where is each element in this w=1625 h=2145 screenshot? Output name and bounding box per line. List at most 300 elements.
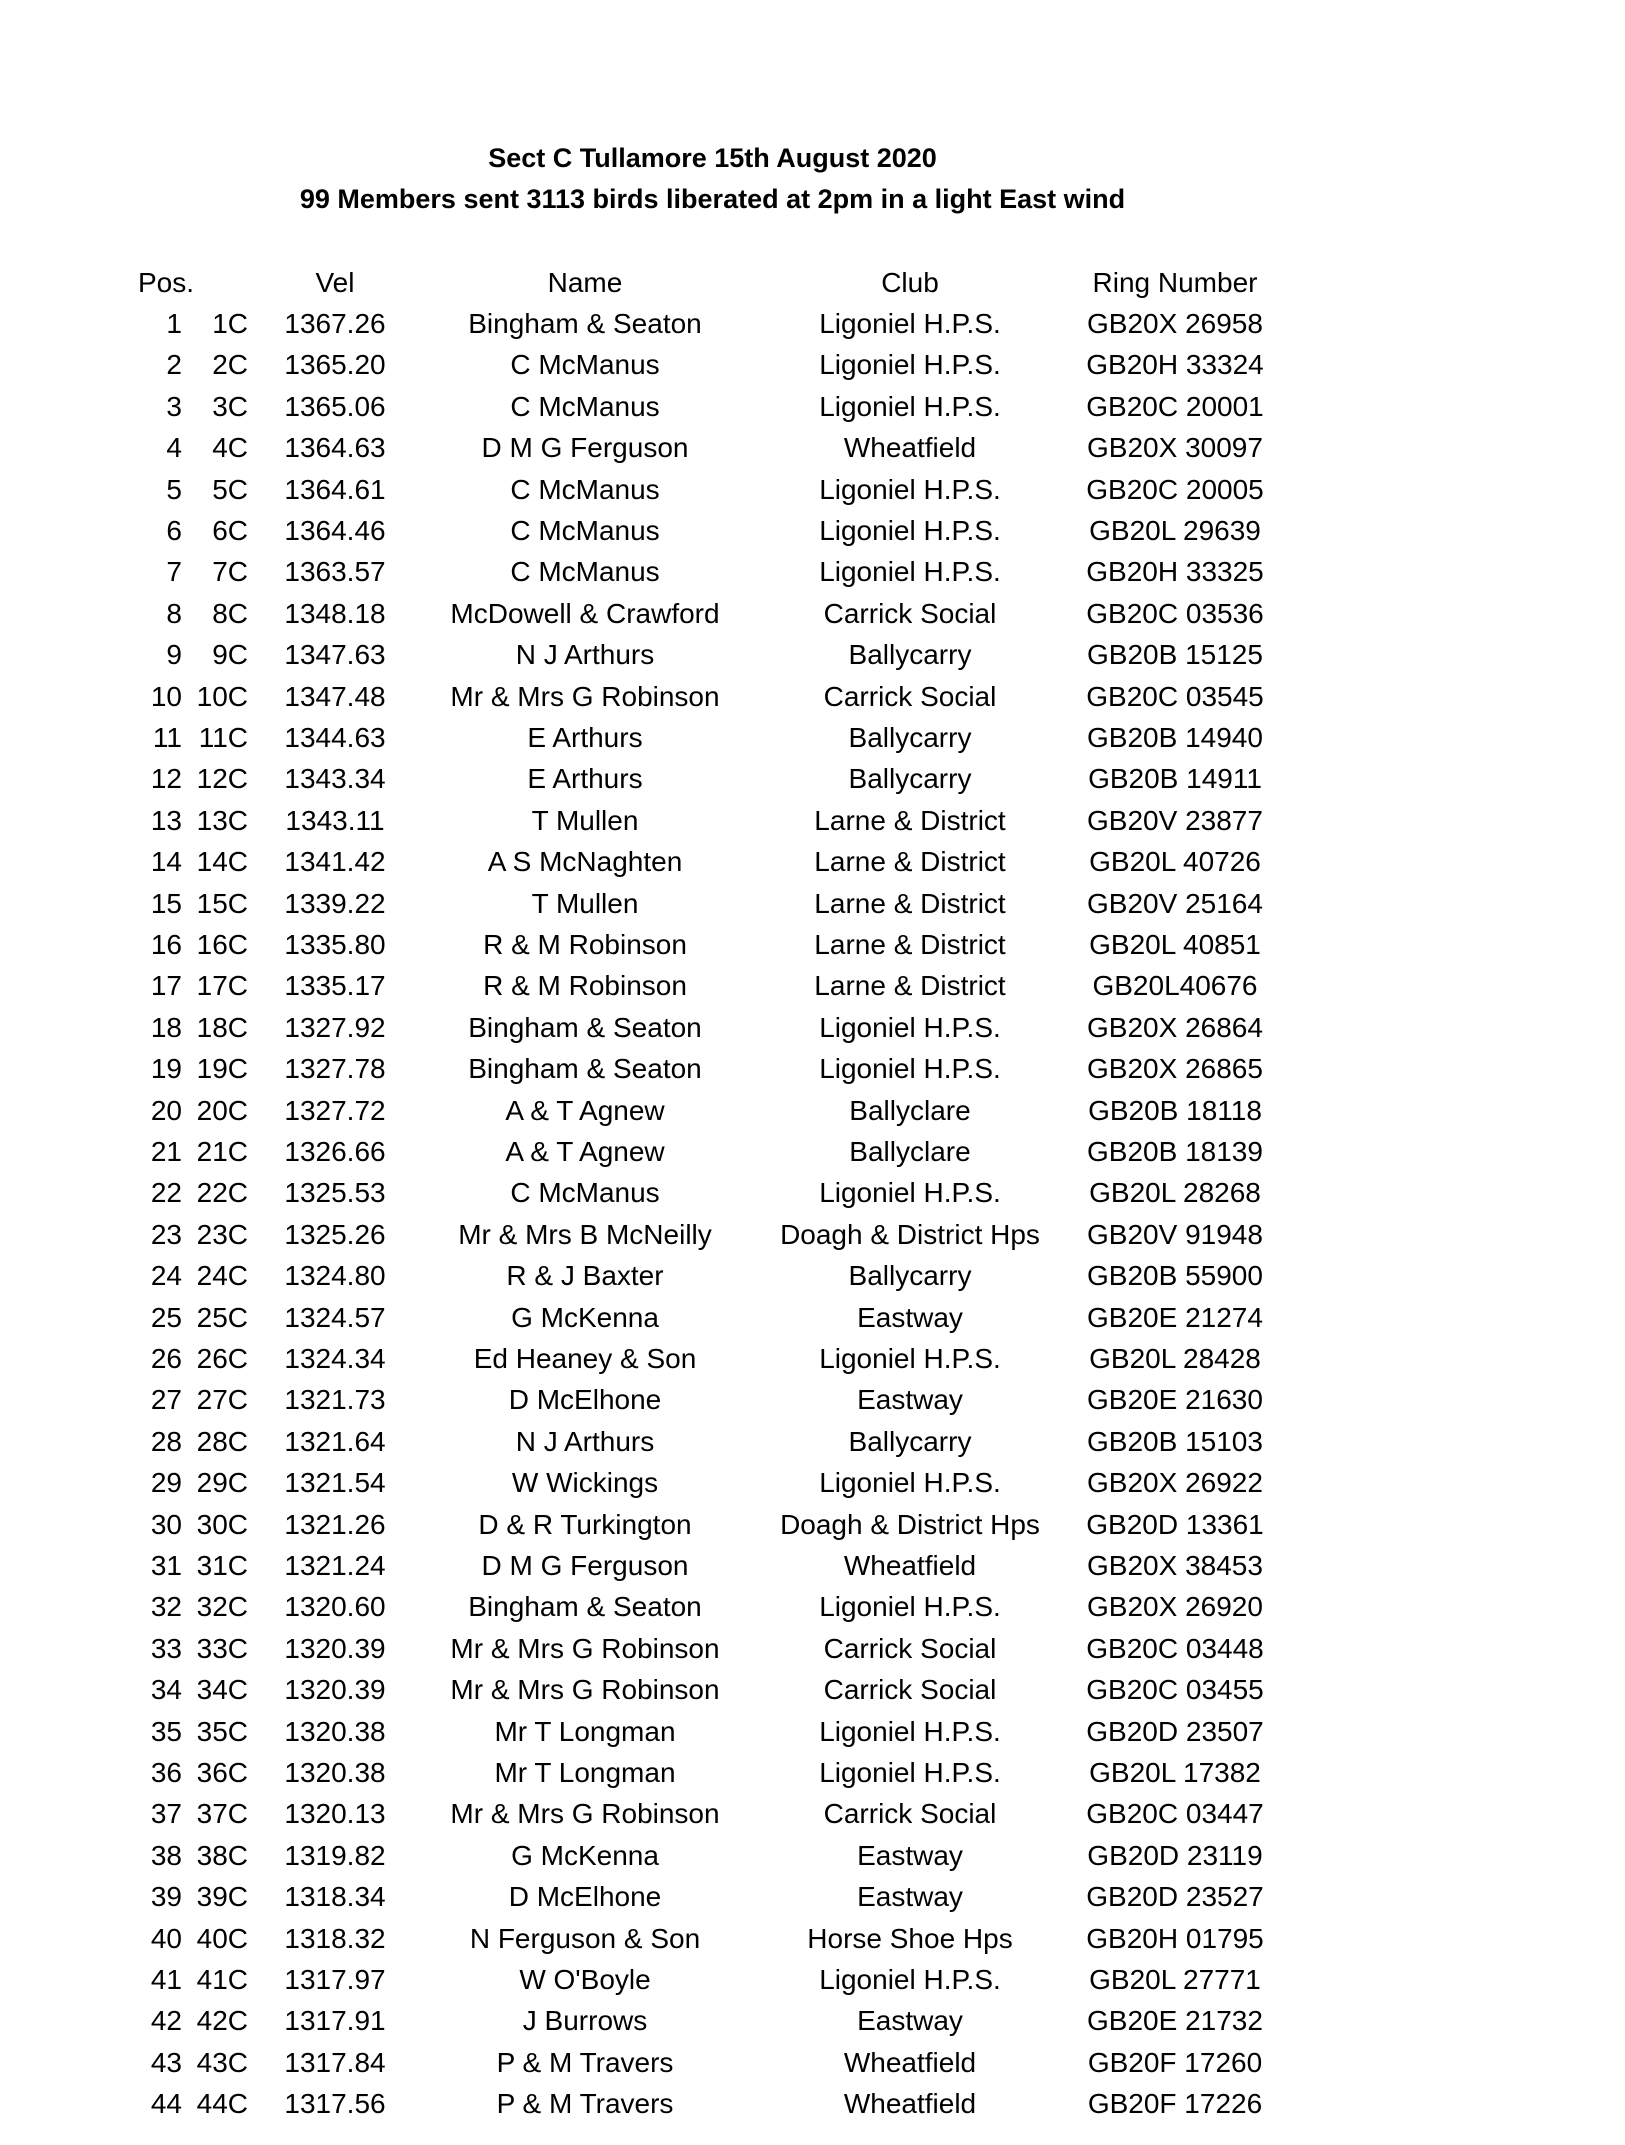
table-row [0, 428, 1625, 469]
cell-velocity: 1327.92 [284, 1011, 386, 1043]
cell-pos: 12 [150, 763, 182, 795]
cell-pos: 34 [150, 1674, 182, 1706]
table-row [0, 677, 1625, 718]
cell-name: Bingham & Seaton [468, 1011, 702, 1043]
cell-pos: 17 [150, 970, 182, 1002]
cell-velocity: 1318.34 [284, 1881, 386, 1913]
cell-velocity: 1344.63 [284, 722, 386, 753]
column-header-name: Name [547, 267, 623, 298]
cell-name: C McManus [510, 556, 660, 588]
cell-club: Ligoniel H.P.S. [819, 1715, 1001, 1747]
table-row [0, 1753, 1625, 1794]
table-row [0, 718, 1625, 759]
cell-ring-number: GB20E 21630 [1087, 1384, 1263, 1416]
cell-pos: 7 [166, 556, 182, 588]
table-row [0, 925, 1625, 966]
cell-section-pos: 38C [196, 1839, 248, 1871]
cell-club: Eastway [857, 1839, 963, 1871]
cell-pos: 16 [150, 929, 182, 960]
cell-ring-number: GB20C 20005 [1086, 473, 1264, 505]
cell-pos: 15 [150, 887, 182, 919]
table-row [0, 470, 1625, 511]
cell-name: J Burrows [522, 2005, 648, 2037]
table-row [0, 387, 1625, 428]
cell-section-pos: 24C [196, 1260, 248, 1292]
cell-name: W O'Boyle [519, 1964, 651, 1995]
cell-section-pos: 11C [198, 722, 248, 753]
cell-name: T Mullen [531, 887, 639, 919]
cell-ring-number: GB20V 91948 [1087, 1218, 1263, 1250]
cell-club: Larne & District [814, 929, 1006, 960]
cell-section-pos: 23C [196, 1218, 248, 1250]
cell-pos: 9 [166, 639, 182, 671]
cell-section-pos: 16C [196, 929, 248, 960]
cell-name: A S McNaghten [487, 846, 683, 878]
cell-ring-number: GB20L 28268 [1089, 1177, 1261, 1209]
cell-club: Wheatfield [843, 432, 977, 464]
table-row [0, 1008, 1625, 1049]
cell-pos: 14 [150, 846, 182, 878]
cell-name: Bingham & Seaton [468, 1053, 702, 1085]
cell-ring-number: GB20C 03545 [1086, 680, 1264, 712]
cell-pos: 40 [150, 1922, 182, 1954]
table-row [0, 1091, 1625, 1132]
cell-section-pos: 7C [212, 556, 248, 588]
cell-section-pos: 42C [196, 2005, 248, 2037]
cell-section-pos: 1C [212, 308, 248, 339]
cell-section-pos: 17C [196, 970, 248, 1002]
cell-section-pos: 41C [196, 1964, 248, 1995]
cell-club: Doagh & District Hps [780, 1508, 1040, 1540]
cell-ring-number: GB20F 17226 [1087, 2088, 1263, 2120]
cell-club: Larne & District [814, 804, 1006, 836]
cell-section-pos: 2C [212, 349, 248, 381]
cell-velocity: 1326.66 [284, 1136, 386, 1167]
cell-ring-number: GB20D 23119 [1087, 1839, 1263, 1871]
cell-pos: 24 [150, 1260, 182, 1292]
table-row [0, 1877, 1625, 1918]
cell-ring-number: GB20C 03447 [1086, 1798, 1264, 1830]
cell-pos: 2 [166, 349, 182, 381]
cell-name: C McManus [510, 390, 660, 422]
cell-section-pos: 36C [196, 1757, 248, 1788]
table-row [0, 2001, 1625, 2042]
cell-velocity: 1320.38 [284, 1715, 386, 1747]
cell-pos: 28 [150, 1425, 182, 1457]
cell-name: E Arthurs [527, 763, 643, 795]
table-row [0, 1546, 1625, 1587]
cell-ring-number: GB20L 29639 [1089, 515, 1261, 546]
cell-velocity: 1335.80 [284, 929, 386, 960]
cell-club: Larne & District [814, 970, 1006, 1002]
cell-section-pos: 21C [196, 1136, 248, 1167]
cell-ring-number: GB20B 15103 [1087, 1425, 1263, 1457]
cell-velocity: 1364.46 [284, 515, 386, 546]
cell-velocity: 1347.63 [284, 639, 386, 671]
cell-ring-number: GB20B 14940 [1087, 722, 1263, 753]
cell-velocity: 1321.24 [284, 1550, 386, 1581]
cell-club: Wheatfield [843, 2046, 977, 2078]
cell-section-pos: 3C [212, 390, 248, 422]
cell-name: D M G Ferguson [481, 432, 689, 464]
cell-ring-number: GB20B 14911 [1088, 763, 1262, 795]
cell-ring-number: GB20X 38453 [1087, 1550, 1263, 1581]
table-row [0, 1339, 1625, 1380]
table-row [0, 1960, 1625, 2001]
cell-club: Ligoniel H.P.S. [819, 473, 1001, 505]
cell-pos: 1 [166, 308, 182, 339]
cell-club: Ballycarry [848, 1425, 972, 1457]
column-header-ring-number: Ring Number [1092, 267, 1258, 298]
cell-pos: 26 [150, 1343, 182, 1374]
cell-name: G McKenna [511, 1839, 659, 1871]
cell-ring-number: GB20C 03448 [1086, 1632, 1264, 1664]
cell-ring-number: GB20C 20001 [1086, 390, 1264, 422]
cell-club: Eastway [857, 1881, 963, 1913]
cell-velocity: 1363.57 [284, 556, 386, 588]
table-row [0, 1463, 1625, 1504]
cell-club: Carrick Social [823, 1674, 997, 1706]
cell-club: Doagh & District Hps [780, 1218, 1040, 1250]
table-row [0, 1422, 1625, 1463]
table-row [0, 1173, 1625, 1214]
table-row [0, 1670, 1625, 1711]
cell-section-pos: 30C [196, 1508, 248, 1540]
cell-section-pos: 22C [196, 1177, 248, 1209]
table-row [0, 1132, 1625, 1173]
cell-ring-number: GB20B 55900 [1087, 1260, 1263, 1292]
cell-section-pos: 20C [196, 1094, 248, 1126]
cell-velocity: 1320.60 [284, 1591, 386, 1623]
cell-club: Ballycarry [848, 763, 972, 795]
cell-pos: 22 [150, 1177, 182, 1209]
cell-name: T Mullen [531, 804, 639, 836]
cell-ring-number: GB20L40676 [1092, 970, 1258, 1002]
cell-pos: 43 [150, 2046, 182, 2078]
cell-section-pos: 8C [212, 597, 248, 629]
cell-club: Ligoniel H.P.S. [819, 1177, 1001, 1209]
column-header-pos: Pos. [138, 267, 195, 298]
table-row [0, 1505, 1625, 1546]
cell-name: A & T Agnew [505, 1136, 665, 1167]
cell-ring-number: GB20V 23877 [1087, 804, 1263, 836]
cell-section-pos: 12C [196, 763, 248, 795]
cell-name: Mr T Longman [494, 1757, 676, 1788]
cell-club: Ligoniel H.P.S. [819, 1591, 1001, 1623]
table-row [0, 2084, 1625, 2125]
cell-velocity: 1364.61 [284, 473, 386, 505]
cell-club: Carrick Social [823, 1632, 997, 1664]
cell-pos: 5 [166, 473, 182, 505]
cell-club: Ballycarry [848, 639, 972, 671]
cell-club: Ballycarry [848, 1260, 972, 1292]
cell-ring-number: GB20D 23507 [1086, 1715, 1264, 1747]
cell-ring-number: GB20H 33325 [1086, 556, 1264, 588]
cell-section-pos: 33C [196, 1632, 248, 1664]
cell-name: N J Arthurs [515, 639, 655, 671]
cell-velocity: 1327.78 [284, 1053, 386, 1085]
cell-name: G McKenna [511, 1301, 659, 1333]
cell-pos: 4 [166, 432, 182, 464]
cell-ring-number: GB20D 23527 [1086, 1881, 1264, 1913]
cell-ring-number: GB20E 21274 [1087, 1301, 1263, 1333]
cell-velocity: 1318.32 [284, 1922, 386, 1954]
cell-section-pos: 28C [196, 1425, 248, 1457]
cell-section-pos: 15C [196, 887, 248, 919]
column-header-vel: Vel [315, 267, 355, 298]
cell-name: C McManus [510, 1177, 660, 1209]
cell-section-pos: 35C [196, 1715, 248, 1747]
cell-pos: 37 [150, 1798, 182, 1830]
table-row [0, 1794, 1625, 1835]
cell-velocity: 1335.17 [284, 970, 386, 1002]
cell-club: Carrick Social [823, 1798, 997, 1830]
cell-name: C McManus [510, 515, 660, 546]
document-subtitle: 99 Members sent 3113 birds liberated at 2pm in a light East wind [299, 184, 1126, 214]
cell-ring-number: GB20B 18139 [1087, 1136, 1263, 1167]
cell-pos: 29 [150, 1467, 182, 1499]
cell-club: Eastway [857, 1384, 963, 1416]
cell-pos: 20 [150, 1094, 182, 1126]
cell-ring-number: GB20B 15125 [1087, 639, 1263, 671]
cell-velocity: 1321.64 [284, 1425, 386, 1457]
cell-club: Ligoniel H.P.S. [819, 1467, 1001, 1499]
cell-ring-number: GB20L 27771 [1089, 1964, 1261, 1995]
cell-name: McDowell & Crawford [450, 597, 720, 629]
cell-ring-number: GB20X 26864 [1087, 1011, 1263, 1043]
cell-pos: 41 [150, 1964, 182, 1995]
cell-club: Ballycarry [848, 722, 972, 753]
cell-name: D & R Turkington [478, 1508, 692, 1540]
cell-section-pos: 29C [196, 1467, 248, 1499]
cell-club: Ligoniel H.P.S. [819, 308, 1001, 339]
table-row [0, 304, 1625, 345]
cell-section-pos: 44C [196, 2088, 248, 2120]
cell-club: Larne & District [814, 887, 1006, 919]
cell-ring-number: GB20L 40726 [1089, 846, 1261, 878]
cell-ring-number: GB20L 40851 [1089, 929, 1261, 960]
cell-pos: 13 [150, 804, 182, 836]
cell-club: Carrick Social [823, 680, 997, 712]
cell-section-pos: 40C [196, 1922, 248, 1954]
cell-pos: 3 [166, 390, 182, 422]
table-row [0, 1298, 1625, 1339]
cell-pos: 19 [150, 1053, 182, 1085]
cell-ring-number: GB20H 33324 [1086, 349, 1264, 381]
cell-velocity: 1319.82 [284, 1839, 386, 1871]
cell-name: Ed Heaney & Son [473, 1343, 697, 1374]
table-row [0, 1712, 1625, 1753]
cell-pos: 39 [150, 1881, 182, 1913]
cell-section-pos: 37C [196, 1798, 248, 1830]
cell-pos: 23 [150, 1218, 182, 1250]
table-row [0, 511, 1625, 552]
cell-club: Eastway [857, 1301, 963, 1333]
cell-velocity: 1343.11 [285, 804, 385, 836]
cell-club: Ligoniel H.P.S. [819, 1964, 1001, 1995]
cell-velocity: 1365.06 [284, 390, 386, 422]
cell-velocity: 1320.38 [284, 1757, 386, 1788]
cell-velocity: 1339.22 [284, 887, 386, 919]
cell-velocity: 1320.39 [284, 1632, 386, 1664]
cell-club: Ligoniel H.P.S. [819, 515, 1001, 546]
cell-name: N Ferguson & Son [469, 1922, 701, 1954]
cell-ring-number: GB20H 01795 [1086, 1922, 1264, 1954]
cell-pos: 35 [150, 1715, 182, 1747]
cell-ring-number: GB20C 03536 [1086, 597, 1264, 629]
cell-section-pos: 43C [196, 2046, 248, 2078]
cell-section-pos: 19C [196, 1053, 248, 1085]
cell-velocity: 1317.84 [284, 2046, 386, 2078]
cell-pos: 32 [150, 1591, 182, 1623]
cell-section-pos: 5C [212, 473, 248, 505]
cell-pos: 27 [150, 1384, 182, 1416]
cell-section-pos: 4C [212, 432, 248, 464]
cell-name: C McManus [510, 473, 660, 505]
cell-ring-number: GB20F 17260 [1087, 2046, 1263, 2078]
table-row [0, 1919, 1625, 1960]
cell-pos: 44 [150, 2088, 182, 2120]
cell-club: Ligoniel H.P.S. [819, 390, 1001, 422]
cell-name: N J Arthurs [515, 1425, 655, 1457]
table-row [0, 1836, 1625, 1877]
cell-velocity: 1324.80 [284, 1260, 386, 1292]
cell-section-pos: 39C [196, 1881, 248, 1913]
cell-section-pos: 32C [196, 1591, 248, 1623]
cell-ring-number: GB20X 26865 [1087, 1053, 1263, 1085]
cell-club: Ballyclare [849, 1094, 971, 1126]
table-row [0, 552, 1625, 593]
cell-velocity: 1347.48 [284, 680, 386, 712]
cell-name: Mr T Longman [494, 1715, 676, 1747]
cell-section-pos: 13C [196, 804, 248, 836]
cell-club: Ballyclare [849, 1136, 971, 1167]
column-header-club: Club [881, 267, 939, 298]
cell-section-pos: 26C [196, 1343, 248, 1374]
cell-ring-number: GB20X 30097 [1087, 432, 1263, 464]
cell-ring-number: GB20V 25164 [1087, 887, 1263, 919]
cell-velocity: 1317.97 [284, 1964, 386, 1995]
cell-pos: 21 [150, 1136, 182, 1167]
table-row [0, 635, 1625, 676]
cell-club: Ligoniel H.P.S. [819, 1757, 1001, 1788]
cell-name: D McElhone [508, 1384, 662, 1416]
cell-ring-number: GB20X 26920 [1087, 1591, 1263, 1623]
cell-velocity: 1325.53 [284, 1177, 386, 1209]
cell-club: Larne & District [814, 846, 1006, 878]
table-row [0, 759, 1625, 800]
cell-name: D McElhone [508, 1881, 662, 1913]
cell-name: Mr & Mrs G Robinson [450, 1674, 720, 1706]
cell-name: Mr & Mrs G Robinson [450, 1632, 720, 1664]
cell-velocity: 1321.26 [284, 1508, 386, 1540]
table-row [0, 1256, 1625, 1297]
cell-pos: 25 [150, 1301, 182, 1333]
cell-name: E Arthurs [527, 722, 643, 753]
cell-velocity: 1348.18 [284, 597, 386, 629]
table-row [0, 1215, 1625, 1256]
cell-club: Ligoniel H.P.S. [819, 349, 1001, 381]
cell-section-pos: 34C [196, 1674, 248, 1706]
cell-ring-number: GB20E 21732 [1087, 2005, 1263, 2037]
table-row [0, 1629, 1625, 1670]
cell-name: P & M Travers [496, 2088, 674, 2120]
cell-club: Horse Shoe Hps [807, 1922, 1013, 1954]
cell-name: R & M Robinson [483, 929, 687, 960]
cell-velocity: 1320.13 [284, 1798, 386, 1830]
cell-name: Mr & Mrs G Robinson [450, 1798, 720, 1830]
cell-name: R & J Baxter [506, 1260, 664, 1292]
table-row [0, 801, 1625, 842]
cell-velocity: 1324.34 [284, 1343, 386, 1374]
cell-name: Mr & Mrs G Robinson [450, 680, 720, 712]
cell-name: W Wickings [511, 1467, 659, 1499]
cell-club: Ligoniel H.P.S. [819, 556, 1001, 588]
table-row [0, 966, 1625, 1007]
cell-club: Ligoniel H.P.S. [819, 1343, 1001, 1374]
cell-velocity: 1324.57 [284, 1301, 386, 1333]
cell-pos: 33 [150, 1632, 182, 1664]
cell-section-pos: 6C [212, 515, 248, 546]
cell-club: Ligoniel H.P.S. [819, 1011, 1001, 1043]
cell-name: Mr & Mrs B McNeilly [458, 1218, 712, 1250]
cell-velocity: 1321.54 [284, 1467, 386, 1499]
cell-velocity: 1320.39 [284, 1674, 386, 1706]
cell-club: Ligoniel H.P.S. [819, 1053, 1001, 1085]
cell-pos: 11 [152, 722, 182, 753]
cell-pos: 36 [150, 1757, 182, 1788]
table-row [0, 1587, 1625, 1628]
cell-ring-number: GB20C 03455 [1086, 1674, 1264, 1706]
cell-velocity: 1327.72 [284, 1094, 386, 1126]
cell-ring-number: GB20X 26922 [1087, 1467, 1263, 1499]
cell-velocity: 1367.26 [284, 308, 386, 339]
cell-velocity: 1343.34 [284, 763, 386, 795]
cell-club: Wheatfield [843, 1550, 977, 1581]
cell-section-pos: 9C [212, 639, 248, 671]
cell-velocity: 1325.26 [284, 1218, 386, 1250]
cell-pos: 42 [150, 2005, 182, 2037]
cell-section-pos: 10C [196, 680, 248, 712]
cell-club: Wheatfield [843, 2088, 977, 2120]
cell-ring-number: GB20L 17382 [1089, 1757, 1261, 1788]
cell-pos: 31 [150, 1550, 182, 1581]
table-row [0, 1380, 1625, 1421]
cell-pos: 6 [166, 515, 182, 546]
cell-pos: 8 [166, 597, 182, 629]
cell-velocity: 1317.91 [284, 2005, 386, 2037]
table-row [0, 842, 1625, 883]
document-title: Sect C Tullamore 15th August 2020 [488, 143, 937, 173]
cell-ring-number: GB20X 26958 [1087, 308, 1263, 339]
cell-club: Eastway [857, 2005, 963, 2037]
cell-name: Bingham & Seaton [468, 1591, 702, 1623]
cell-pos: 10 [150, 680, 182, 712]
table-row [0, 594, 1625, 635]
cell-velocity: 1317.56 [284, 2088, 386, 2120]
cell-section-pos: 14C [196, 846, 248, 878]
cell-section-pos: 27C [196, 1384, 248, 1416]
cell-velocity: 1364.63 [284, 432, 386, 464]
cell-pos: 30 [150, 1508, 182, 1540]
cell-ring-number: GB20D 13361 [1086, 1508, 1264, 1540]
cell-ring-number: GB20L 28428 [1089, 1343, 1261, 1374]
cell-pos: 38 [150, 1839, 182, 1871]
cell-pos: 18 [150, 1011, 182, 1043]
cell-name: A & T Agnew [505, 1094, 665, 1126]
cell-name: P & M Travers [496, 2046, 674, 2078]
cell-name: C McManus [510, 349, 660, 381]
